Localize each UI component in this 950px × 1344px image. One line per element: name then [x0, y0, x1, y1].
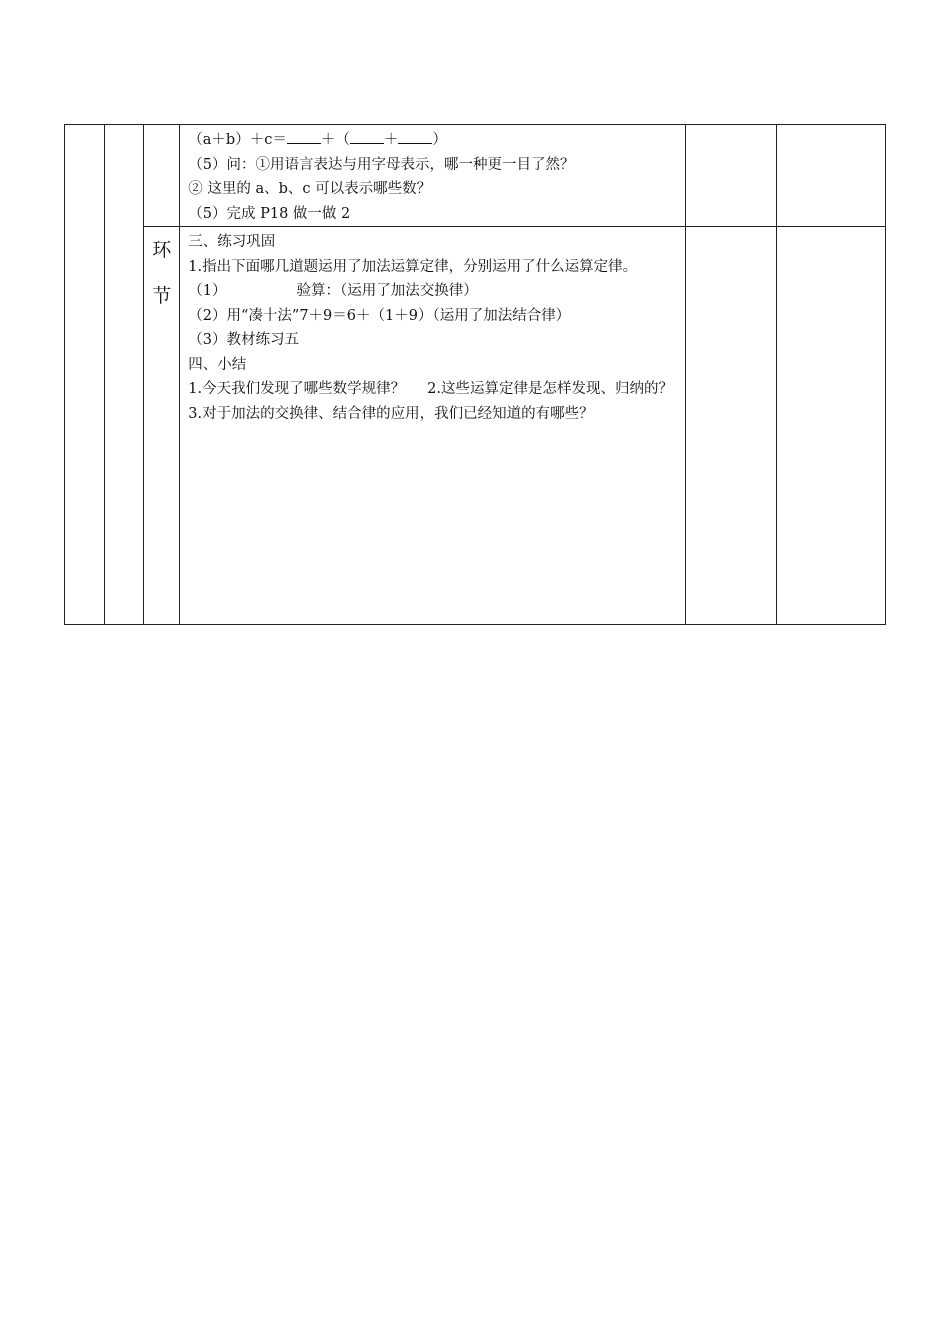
exercise-item: （2）用“凑十法”7＋9＝6＋（1＋9）（运用了加法结合律） [188, 307, 571, 324]
fill-blank [350, 129, 384, 144]
summary-question: 3.对于加法的交换律、结合律的应用，我们已经知道的有哪些？ [188, 405, 594, 422]
section-label-char: 节 [152, 285, 172, 307]
table-cell-col1 [65, 125, 105, 625]
table-cell-col3 [144, 125, 180, 227]
formula-line [188, 128, 677, 153]
task-line: （5）完成 P18 做一做 2 [188, 205, 351, 222]
question-line: ② 这里的 a、b、c 可以表示哪些数？ [188, 181, 432, 197]
question-line: （5）问：①用语言表达与用字母表示，哪一种更一目了然？ [188, 156, 575, 173]
table-cell-col6 [776, 227, 885, 625]
table-cell-col5 [686, 227, 776, 625]
table-cell-col5 [686, 125, 776, 227]
table-cell-col6 [776, 125, 885, 227]
section-heading: 四、小结 [188, 356, 247, 373]
table-cell-content [180, 227, 686, 625]
item-number: （1） [188, 283, 227, 299]
section-label-char: 环 [152, 239, 172, 261]
formula-part: （a＋b）＋c＝ [188, 132, 287, 148]
summary-q2: 2.这些运算定律是怎样发现、归纳的？ [427, 381, 673, 397]
exercise-item [188, 279, 677, 304]
exercise-item: （3）教材练习五 [188, 332, 299, 348]
summary-question [188, 377, 677, 402]
table-cell-content [180, 125, 686, 227]
exercise-question: 1.指出下面哪几道题运用了加法运算定律，分别运用了什么运算定律。 [188, 258, 638, 275]
fill-blank [398, 129, 432, 144]
section-heading: 三、练习巩固 [188, 234, 276, 250]
item-text: 验算：（运用了加法交换律） [296, 283, 478, 299]
table-cell-col2 [105, 125, 144, 625]
formula-part: ＋（ [320, 132, 350, 148]
lesson-plan-table [64, 124, 886, 625]
summary-q1: 1.今天我们发现了哪些数学规律？ [188, 381, 406, 397]
section-label-cell [144, 227, 180, 625]
table-row [65, 227, 886, 625]
fill-blank [287, 129, 321, 144]
formula-part: ） [432, 132, 447, 148]
table-row [65, 125, 886, 227]
formula-part: ＋ [383, 132, 399, 148]
